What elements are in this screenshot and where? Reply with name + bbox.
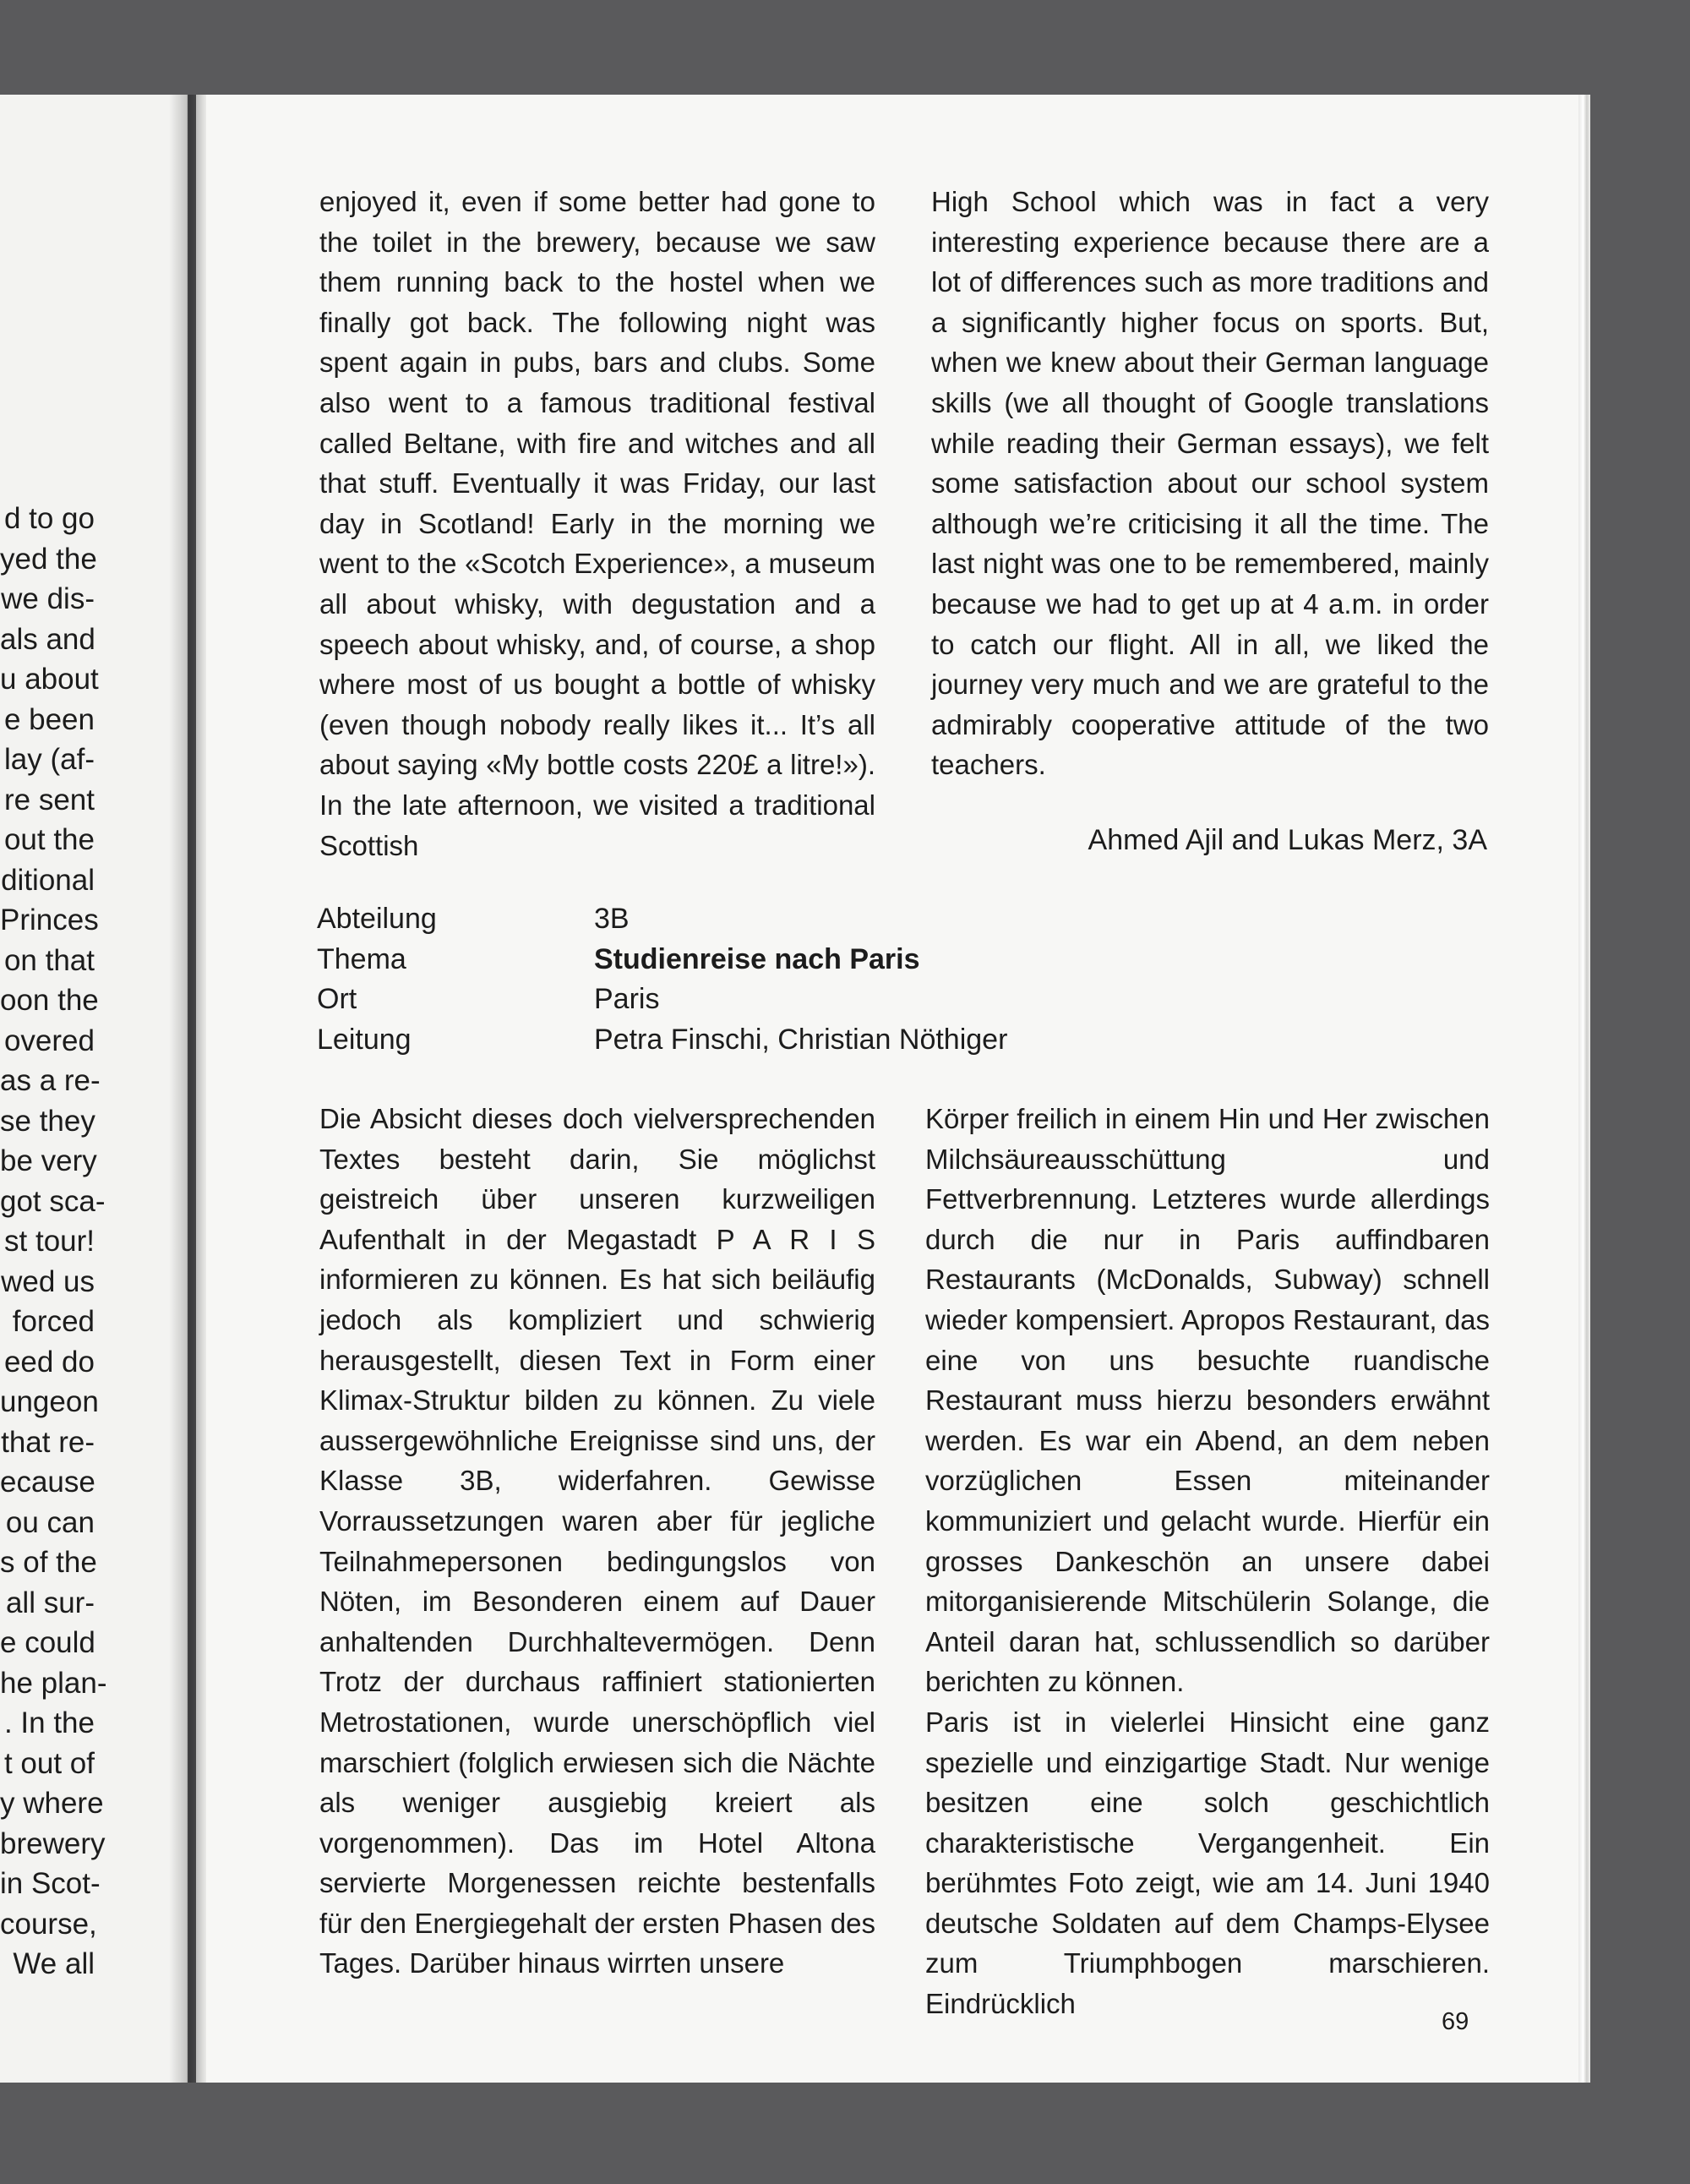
left-page-line: re sent <box>4 783 95 816</box>
info-label: Ort <box>317 983 357 1016</box>
german-article-column-1 <box>319 1099 875 1984</box>
left-page-line: d to go <box>3 502 95 535</box>
english-article-column-2 <box>931 182 1489 785</box>
info-value: Petra Finschi, Christian Nöthiger <box>594 1023 1008 1056</box>
paragraph: Die Absicht dieses doch vielversprechenden Textes besteht darin, Sie möglichst geistreich über unseren kurzweiligen Aufenthalt in der Megastadt P A R I S informieren zu können. Es hat sich beiläufig jedoch als kompliziert und schwierig herausgestellt, diesen Text in Form einer Klimax-Struktur bilden zu können. Zu viele aussergewöhnliche Ereignisse sind uns, der Klasse 3B, widerfahren. Gewisse Vorraussetzungen waren aber für jegliche Teilnahmepersonen bedingungslos von Nöten, im Besonderen einem auf Dauer anhaltenden Durchhaltevermögen. Denn Trotz der durchaus raffiniert stationierten Metrostationen, wurde unerschöpflich viel marschiert (folglich erwiesen sich die Nächte als weniger ausgiebig kreiert als vorgenommen). Das im Hotel Altona servierte Morgenessen reichte bestenfalls für den Energiegehalt der ersten Phasen des Tages. Darüber hinaus wirrten unsere <box>319 1103 875 1979</box>
left-page-line: as a re- <box>0 1064 101 1097</box>
left-page-line: yed the <box>0 542 97 576</box>
left-page-line: course, <box>0 1907 97 1941</box>
paragraph: Paris ist in vielerlei Hinsicht eine ganz spezielle und einzigartige Stadt. Nur wenige besitzen eine solch geschichtlich charakteristische Vergangenheit. Ein berühmtes Foto zeigt, wie am 14. Juni 1940 deutsche Soldaten auf dem Champs-Elysee zum Triumphbogen marschieren. Eindrücklich <box>925 1706 1490 2020</box>
left-page-line: als and <box>0 622 95 656</box>
left-page-line: eed do <box>3 1345 95 1379</box>
info-label: Leitung <box>317 1023 412 1056</box>
left-page-line: se they <box>0 1104 95 1138</box>
left-page-line: ecause <box>0 1466 95 1499</box>
page-edge <box>1578 95 1590 2083</box>
left-page-line: Princes <box>0 904 99 936</box>
info-row <box>317 1020 1007 1061</box>
book-spine <box>169 95 206 2083</box>
left-page-line: in Scot- <box>0 1867 101 1900</box>
info-value: Paris <box>594 983 660 1016</box>
english-article-column-1 <box>319 182 875 865</box>
left-page-line: on that <box>3 943 95 977</box>
left-page-line: s of the <box>0 1546 97 1579</box>
left-page-line: ditional <box>1 863 95 897</box>
paragraph: Körper freilich in einem Hin und Her zwischen Milchsäureausschüttung und Fettverbrennung. Letzteres wurde allerdings durch die nur in Paris auffindbaren Restaurants (McDonalds, Subway) schnell wieder kompensiert. Apropos Restaurant, das eine von uns besuchte ruandische Restaurant muss hierzu besonders erwähnt werden. Es war ein Abend, an dem neben vorzüglichen Essen miteinander kommuniziert und gelacht wurde. Hierfür ein grosses Dankeschön an unsere dabei mitorganisierende Mitschülerin Solange, die Anteil daran hat, schlussendlich so darüber berichten zu können. <box>925 1103 1490 1698</box>
left-page-line: all sur- <box>5 1586 95 1619</box>
left-page-line: u about <box>0 663 99 696</box>
page-number: 69 <box>1442 2008 1469 2035</box>
left-page-line: st tour! <box>4 1225 95 1258</box>
left-page-line: . In the <box>3 1706 95 1739</box>
info-row <box>317 940 1007 980</box>
left-page <box>0 95 188 2083</box>
left-page-line: lay (af- <box>4 743 95 776</box>
left-page-line: e could <box>0 1626 95 1659</box>
left-page-line: t out of <box>3 1746 95 1780</box>
info-value: Studienreise nach Paris <box>594 942 920 975</box>
paragraph: High School which was in fact a very interesting experience because there are a lot of differences such as more traditions and a significantly higher focus on sports. But, when we knew about their German language skills (we all thought of Google translations while reading their German essays), we felt some satisfaction about our school system although we’re criticising it all the time. The last night was one to be remembered, mainly because we had to get up at 4 a.m. in order to catch our flight. All in all, we liked the journey very much and we are grateful to the admirably cooperative attitude of the two teachers. <box>931 186 1489 781</box>
left-page-line: y where <box>0 1787 104 1820</box>
left-page-line: he plan- <box>0 1666 107 1700</box>
left-page-line: forced <box>12 1305 95 1338</box>
left-page-line: out the <box>3 823 95 856</box>
left-page-line: brewery <box>0 1826 106 1860</box>
left-page-line: We all <box>13 1947 95 1980</box>
left-page-line: ungeon <box>0 1385 99 1418</box>
info-label: Thema <box>317 942 406 975</box>
info-value: 3B <box>594 903 630 935</box>
left-page-line: e been <box>3 702 95 736</box>
left-page-line: be very <box>0 1144 97 1177</box>
article-authors: Ahmed Ajil and Lukas Merz, 3A <box>1088 824 1487 856</box>
left-page-line: oon the <box>0 984 99 1017</box>
info-label: Abteilung <box>317 903 437 935</box>
left-page-line: we dis- <box>1 582 95 615</box>
left-page-line: that re- <box>1 1425 95 1459</box>
left-page-line: wed us <box>1 1264 95 1298</box>
info-row <box>317 980 1007 1020</box>
german-article-column-2 <box>925 1099 1490 2024</box>
left-page-line: got sca- <box>0 1184 106 1218</box>
left-page-line: ou can <box>5 1505 95 1539</box>
trip-info-table <box>317 899 1007 1060</box>
left-page-line: overed <box>3 1024 95 1057</box>
left-page-text-column <box>0 499 107 1985</box>
paragraph: enjoyed it, even if some better had gone to the toilet in the brewery, because we saw them running back to the hostel when we finally got back. The following night was spent again in pubs, bars and clubs. Some also went to a famous traditional festival called Beltane, with fire and witches and all that stuff. Eventually it was Friday, our last day in Scotland! Early in the morning we went to the «Scotch Experience», a museum all about whisky, with degustation and a speech about whisky, and, of course, a shop where most of us bought a bottle of whisky (even though nobody really likes it... It’s all about saying «My bottle costs 220£ a litre!»). In the late afternoon, we visited a traditional Scottish <box>319 186 875 861</box>
info-row <box>317 899 1007 940</box>
